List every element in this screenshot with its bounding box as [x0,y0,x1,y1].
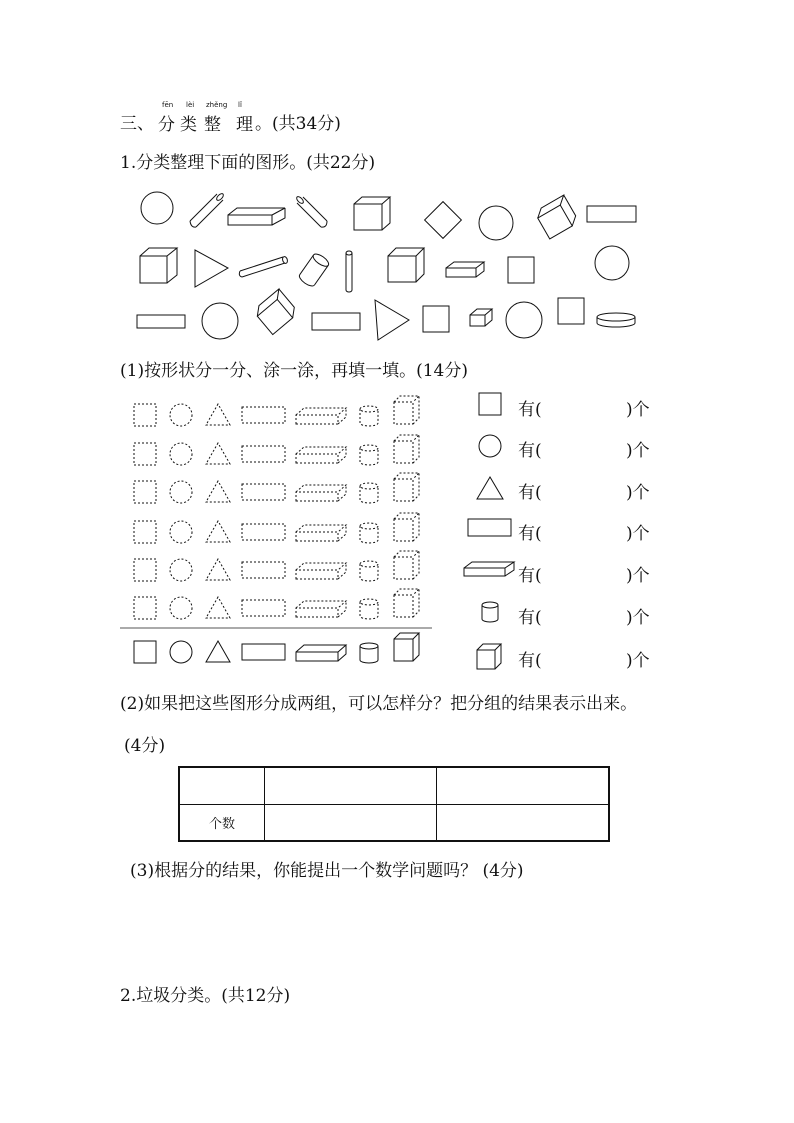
title-char: 类 [180,115,197,135]
count-label: 有( [518,566,542,586]
count-answer-blank[interactable] [548,395,623,415]
question-2-title: 2.垃圾分类。(共12分) [120,986,291,1006]
pinyin: zhěng [206,101,228,109]
count-label: 有( [518,651,542,671]
circle-icon [479,435,501,457]
count-row-label: 个数 [179,804,265,841]
grouping-table [178,766,610,842]
part-2-title: (2)如果把这些图形分成两组，可以怎样分？把分组的结果表示出来。 [120,694,638,714]
count-unit: )个 [626,651,650,671]
count-answer-blank[interactable] [548,436,623,456]
section-3-prefix: 三、 [120,114,154,134]
title-char: 分 [158,115,175,135]
group-2-count[interactable] [437,804,610,841]
part-1-title: (1)按形状分一分、涂一涂，再填一填。(14分) [120,361,468,381]
square-icon [479,393,501,415]
table-cell[interactable] [179,767,265,804]
count-unit: )个 [626,608,650,628]
count-answer-blank[interactable] [548,519,623,539]
count-unit: )个 [626,524,650,544]
pinyin: fēn [162,101,174,109]
count-answer-blank[interactable] [548,603,623,623]
rectangle-icon [468,519,511,536]
group-2-header[interactable] [437,767,610,804]
count-label: 有( [518,483,542,503]
part-3-answer-area[interactable] [130,885,650,965]
question-1-title: 1.分类整理下面的图形。(共22分) [120,153,376,173]
title-char: 理 [236,115,253,135]
group-1-header[interactable] [265,767,437,804]
count-label: 有( [518,524,542,544]
part-3-title: (3)根据分的结果，你能提出一个数学问题吗？ (4分) [130,861,524,881]
count-label: 有( [518,441,542,461]
count-label: 有( [518,608,542,628]
part-2-points: (4分) [124,736,166,756]
cube-icon [477,644,501,669]
count-answer-blank[interactable] [548,561,623,581]
count-unit: )个 [626,441,650,461]
section-3-points: 。(共34分) [255,114,341,134]
count-answer-blank[interactable] [548,646,623,666]
pinyin: lǐ [238,101,242,109]
count-answer-blank[interactable] [548,478,623,498]
count-label: 有( [518,400,542,420]
triangle-icon [477,477,503,499]
title-char: 整 [204,115,221,135]
cylinder-icon [482,602,498,622]
count-unit: )个 [626,400,650,420]
group-1-count[interactable] [265,804,437,841]
count-unit: )个 [626,566,650,586]
count-unit: )个 [626,483,650,503]
pinyin: lèi [186,101,195,109]
cuboid-icon [464,562,514,576]
